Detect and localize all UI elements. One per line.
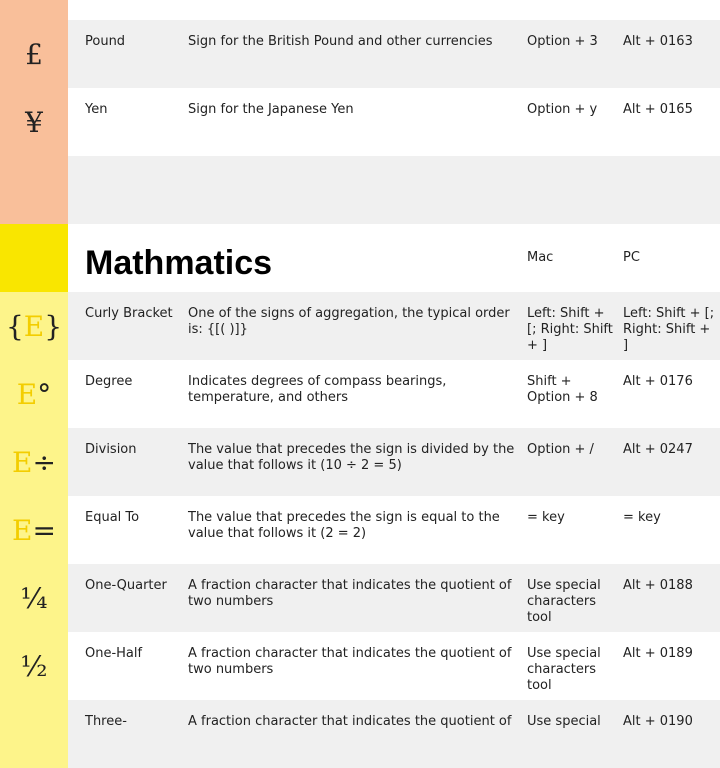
symbol-name: One-Half <box>85 646 143 661</box>
table-row <box>0 20 720 88</box>
symbol-glyph: ¼ <box>0 564 68 632</box>
symbol-name: Three- <box>85 714 127 729</box>
pc-shortcut: Alt + 0163 <box>623 34 693 49</box>
pc-shortcut: Alt + 0188 <box>623 578 693 593</box>
section-color-block <box>0 224 68 292</box>
symbol-name: One-Quarter <box>85 578 167 593</box>
mac-shortcut: Option + y <box>527 102 598 117</box>
pc-shortcut: Alt + 0189 <box>623 646 693 661</box>
symbol-description: The value that precedes the sign is divided by the value that follows it (10 ÷ 2 = 5) <box>188 442 515 473</box>
symbol-description: The value that precedes the sign is equal to the value that follows it (2 = 2) <box>188 510 500 541</box>
symbol-description: A fraction character that indicates the quotient of <box>188 714 512 729</box>
mac-shortcut: = key <box>527 510 565 525</box>
pc-shortcut: Alt + 0176 <box>623 374 693 389</box>
symbol-description: Sign for the Japanese Yen <box>188 102 354 117</box>
table-row <box>0 428 720 496</box>
symbol-description: A fraction character that indicates the quotient of two numbers <box>188 578 512 609</box>
table-row <box>0 360 720 428</box>
mac-shortcut: Shift + Option + 8 <box>527 374 598 405</box>
mac-shortcut: Option + / <box>527 442 594 457</box>
pc-shortcut: Alt + 0165 <box>623 102 693 117</box>
pc-shortcut: Alt + 0190 <box>623 714 693 729</box>
mac-shortcut: Use special characters tool <box>527 646 601 693</box>
spacer-row <box>0 156 720 224</box>
pc-shortcut: Left: Shift + [; Right: Shift + ] <box>623 306 715 353</box>
table-row <box>0 496 720 564</box>
symbol-description: Sign for the British Pound and other currencies <box>188 34 493 49</box>
symbol-glyph: ½ <box>0 632 68 700</box>
symbol-description: Indicates degrees of compass bearings, temperature, and others <box>188 374 447 405</box>
symbol-name: Pound <box>85 34 126 49</box>
symbol-description: One of the signs of aggregation, the typical order is: {[( )]} <box>188 306 510 337</box>
table-row <box>0 564 720 632</box>
mac-column-header: Mac <box>527 250 554 265</box>
table-row <box>0 88 720 156</box>
symbol-name: Curly Bracket <box>85 306 173 321</box>
table-row <box>0 292 720 360</box>
symbol-glyph: ¥ <box>0 88 68 156</box>
symbol-name: Equal To <box>85 510 140 525</box>
symbol-glyph: { E } <box>0 292 68 360</box>
mac-shortcut: Left: Shift + [; Right: Shift + ] <box>527 306 613 353</box>
pc-column-header: PC <box>623 250 640 265</box>
symbol-glyph <box>0 700 68 768</box>
symbol-glyph: E ÷ <box>0 428 68 496</box>
section-header-row <box>0 224 720 292</box>
pc-shortcut: Alt + 0247 <box>623 442 693 457</box>
top-strip <box>0 0 720 20</box>
symbol-description: A fraction character that indicates the quotient of two numbers <box>188 646 512 677</box>
table-row <box>0 632 720 700</box>
table-row <box>0 700 720 768</box>
mac-shortcut: Use special <box>527 714 601 729</box>
mac-shortcut: Use special characters tool <box>527 578 601 625</box>
symbol-column-cell <box>0 156 68 224</box>
symbol-glyph: £ <box>0 20 68 88</box>
symbol-name: Division <box>85 442 137 457</box>
symbol-glyph: E = <box>0 496 68 564</box>
symbol-name: Yen <box>85 102 108 117</box>
symbol-name: Degree <box>85 374 133 389</box>
mac-shortcut: Option + 3 <box>527 34 598 49</box>
symbol-column-cell <box>0 0 68 20</box>
symbol-glyph: E ° <box>0 360 68 428</box>
section-heading: Mathmatics <box>85 244 273 282</box>
pc-shortcut: = key <box>623 510 661 525</box>
